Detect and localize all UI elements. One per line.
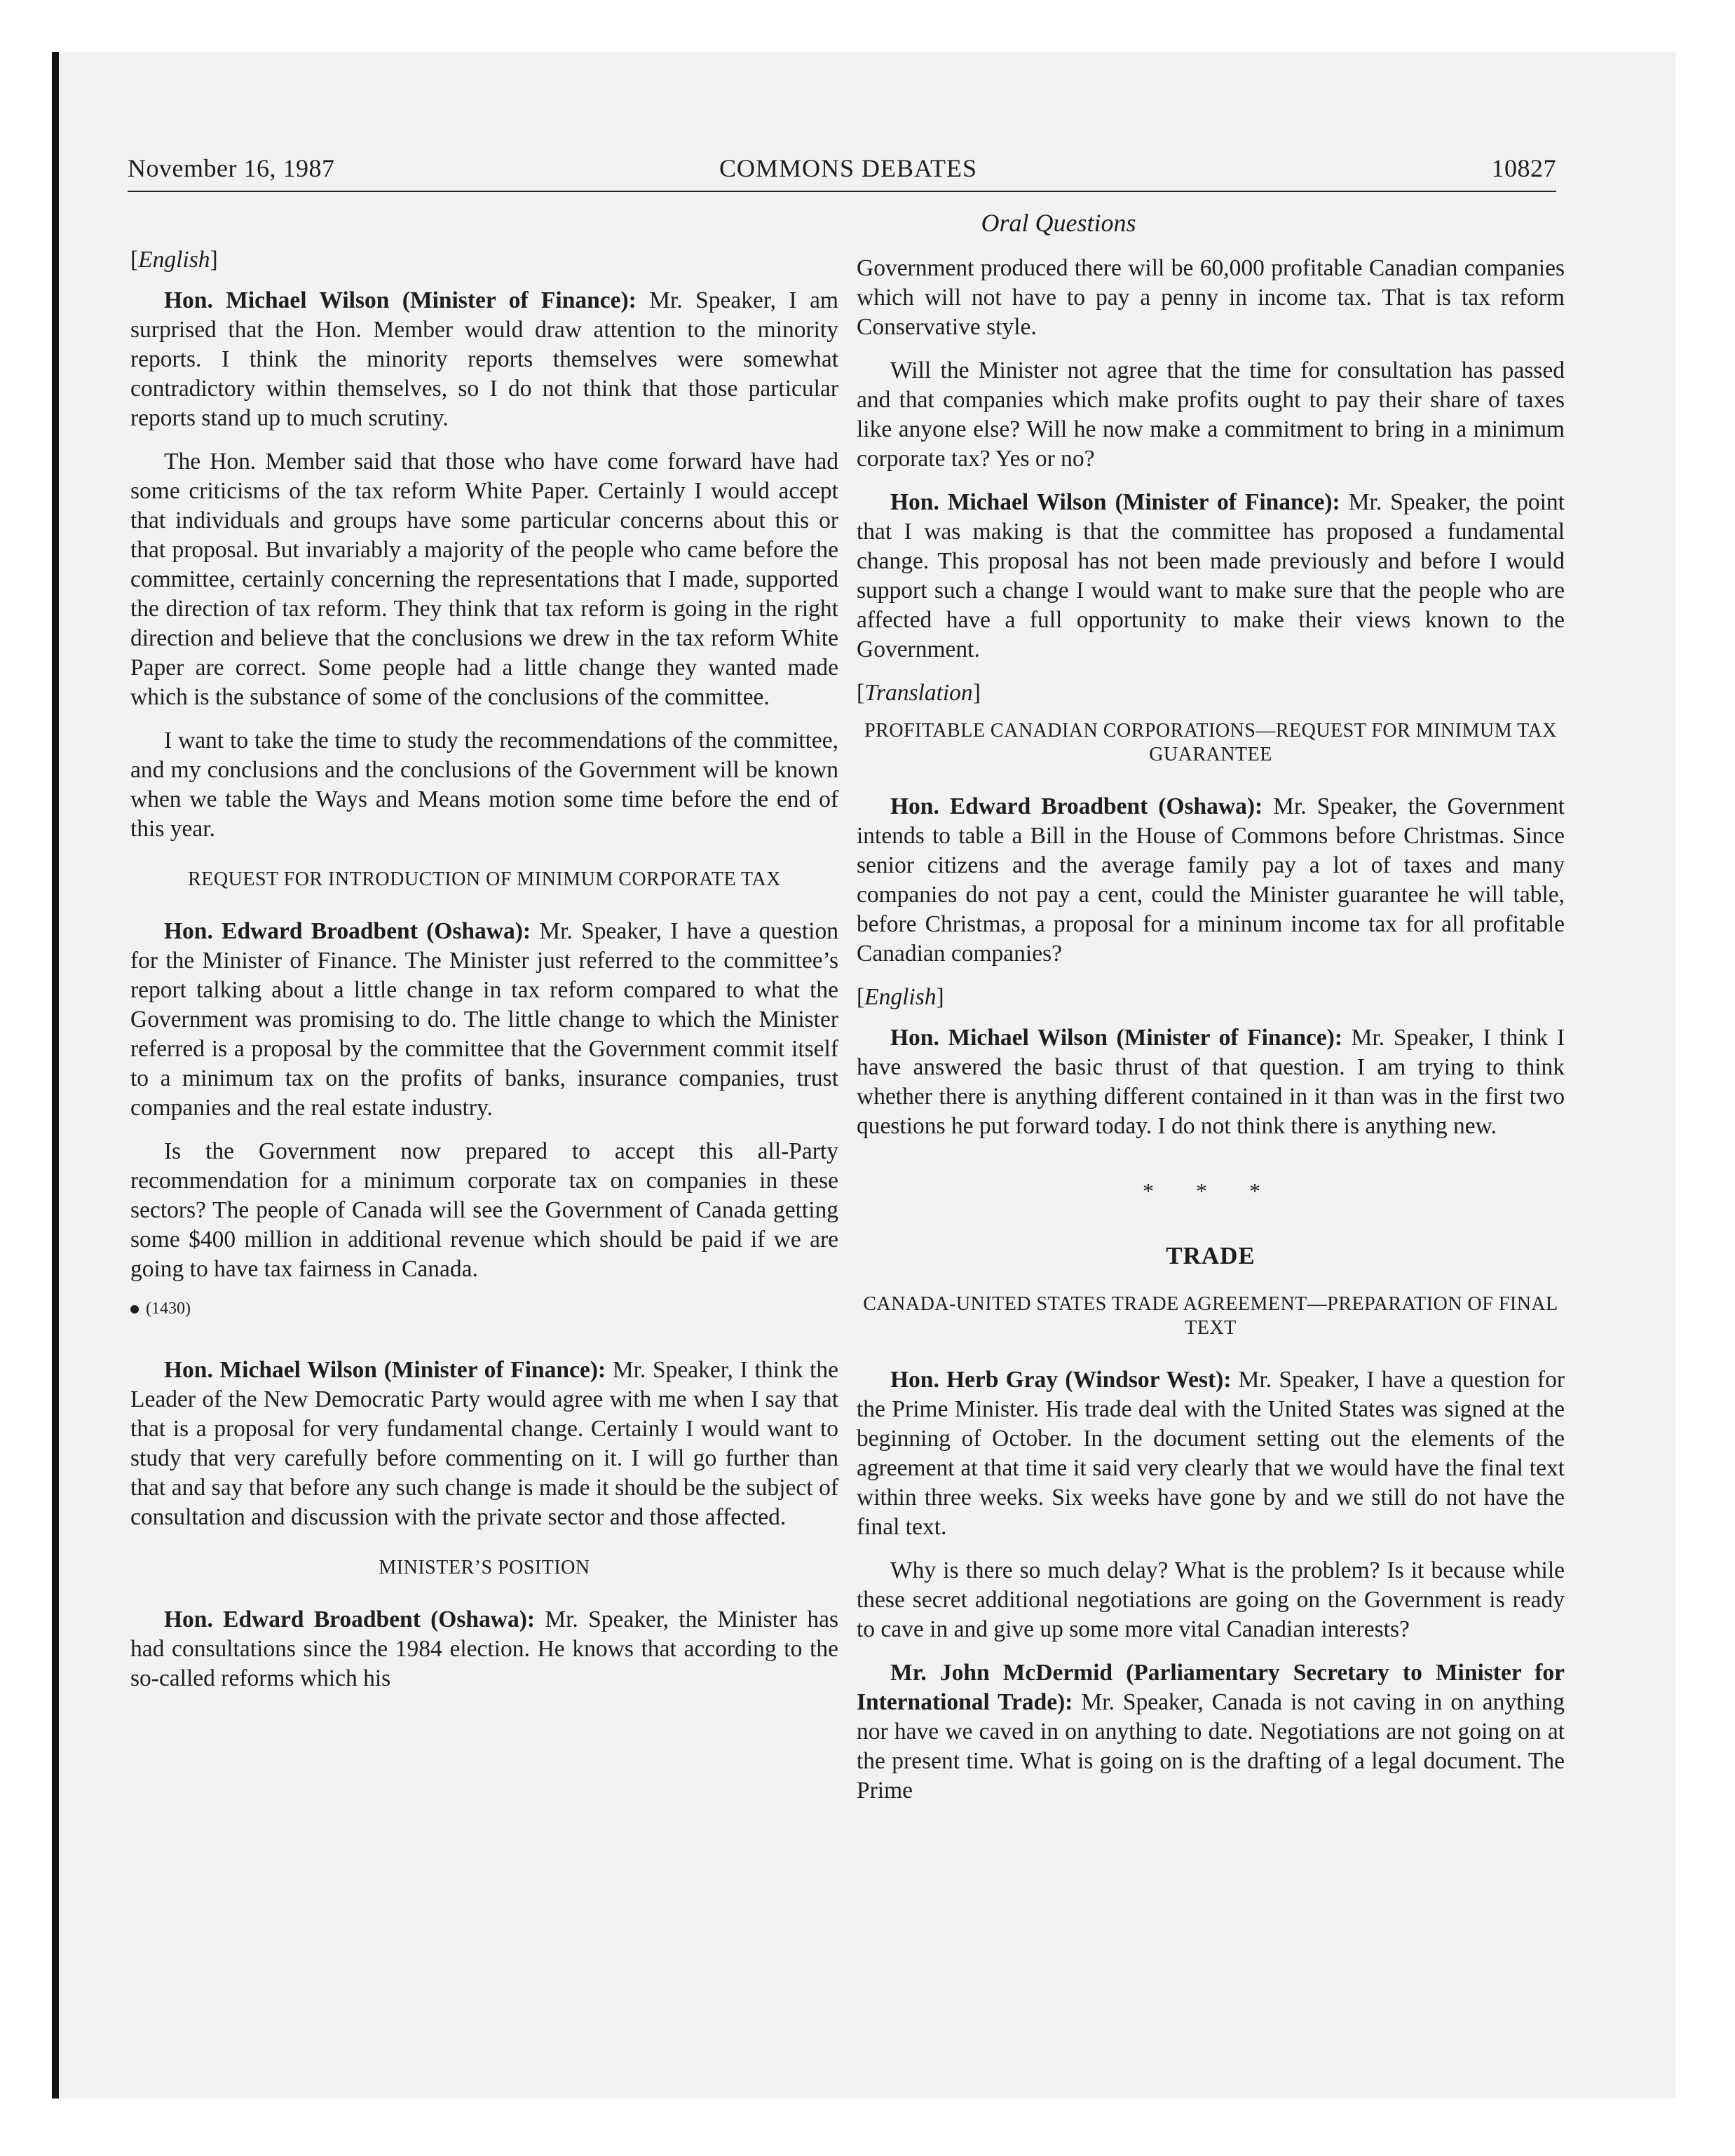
- paragraph: Hon. Michael Wilson (Minister of Finance): Mr. Speaker, I think the Leader of the New Democratic Party would agree with me when I say that that is a proposal for very fundamental change. Certainly I would want to study that very carefully before commenting on it. I will go further than that and say that before any such change is made it should be the subject of consultation and discussion with the private sector and those affected.: [130, 1357, 839, 1530]
- language-marker: [English]: [857, 984, 944, 1010]
- scan-edge: [52, 52, 59, 2099]
- section-subheader: Oral Questions: [981, 209, 1136, 237]
- paragraph: Is the Government now prepared to accept this all-Party recommendation for a minimum corporate tax on companies in these sectors? The people of Canada will see the Government of Canada getting some $400 million in additional revenue which should be paid if we are going to have tax fairness in Canada.: [130, 1138, 838, 1282]
- subject-heading: REQUEST FOR INTRODUCTION OF MINIMUM CORPORATE TAX: [188, 868, 781, 890]
- subject-heading: MINISTER’S POSITION: [379, 1557, 590, 1578]
- paragraph: Mr. John McDermid (Parliamentary Secretary to Minister for International Trade): Mr. Speaker, Canada is not caving in on anything nor have we caved in on anything to date. Negotiations are not going on at the present time. What is going on is the drafting of a legal document. The Prime: [857, 1660, 1565, 1803]
- time-marker: (1430): [130, 1298, 838, 1319]
- paragraph: Hon. Michael Wilson (Minister of Finance): Mr. Speaker, I think I have answered the basic thrust of that question. I am trying to think whether there is anything different contained in it than was in the first two questions he put forward today. I do not think there is anything new.: [857, 1025, 1565, 1139]
- speaker-name: Hon. Michael Wilson (Minister of Finance):: [890, 1025, 1342, 1051]
- subject-heading: PROFITABLE CANADIAN CORPORATIONS—REQUEST FOR MINIMUM TAX GUARANTEE: [864, 720, 1557, 765]
- paragraph: Hon. Herb Gray (Windsor West): Mr. Speaker, I have a question for the Prime Minister. His trade deal with the United States was signed at the beginning of October. In the document setting out the elements of the agreement at that time it said very clearly that we would have the final text within three weeks. Six weeks have gone by and we still do not have the final text.: [857, 1367, 1565, 1540]
- speaker-name: Hon. Herb Gray (Windsor West):: [890, 1367, 1232, 1393]
- left-column: [130, 245, 838, 1707]
- paragraph: Will the Minister not agree that the time for consultation has passed and that companies which make profits ought to pay their share of taxes like anyone else? Will he now make a commitment to bring in a minimum corporate tax? Yes or no?: [857, 357, 1565, 472]
- speaker-name: Hon. Edward Broadbent (Oshawa):: [164, 918, 531, 944]
- paragraph: Hon. Edward Broadbent (Oshawa): Mr. Speaker, the Government intends to table a Bill in the House of Commons before Christmas. Since senior citizens and the average family pay a lot of taxes and many companies do not pay a cent, could the Minister guarantee he will table, before Christmas, a proposal for a mininum income tax for all profitable Canadian companies?: [857, 793, 1565, 967]
- header-page-number: 10827: [1491, 154, 1556, 182]
- paragraph: Hon. Michael Wilson (Minister of Finance): Mr. Speaker, I am surprised that the Hon. Member would draw attention to the minority reports. I think the minority reports themselves were somewhat contradictory within themselves, so I do not think that those particular reports stand up to much scrutiny.: [130, 287, 838, 431]
- subject-heading: CANADA-UNITED STATES TRADE AGREEMENT—PREPARATION OF FINAL TEXT: [863, 1293, 1558, 1339]
- paragraph: Hon. Michael Wilson (Minister of Finance): Mr. Speaker, the point that I was making is that the committee has proposed a fundamental change. This proposal has not been made previously and before I would support such a change I would want to make sure that the people who are affected have a full opportunity to make their views known to the Government.: [857, 489, 1565, 662]
- paragraph: Government produced there will be 60,000 profitable Canadian companies which will not have to pay a penny in income tax. That is tax reform Conservative style.: [857, 255, 1565, 340]
- bullet-icon: [130, 1305, 139, 1314]
- speaker-name: Mr. John McDermid (Parliamentary Secretary to Minister for International Trade):: [857, 1660, 1565, 1715]
- paragraph: I want to take the time to study the recommendations of the committee, and my conclusions and the conclusions of the Government will be known when we table the Ways and Means motion some time before the end of this year.: [130, 728, 838, 842]
- paragraph: Why is there so much delay? What is the problem? Is it because while these secret additional negotiations are going on the Government is ready to cave in and give up some more vital Canadian interests?: [857, 1557, 1565, 1642]
- right-column: [857, 254, 1565, 1820]
- section-title: TRADE: [1166, 1242, 1256, 1269]
- speaker-name: Hon. Michael Wilson (Minister of Finance):: [164, 287, 637, 313]
- header-date: November 16, 1987: [128, 154, 335, 182]
- speaker-name: Hon. Edward Broadbent (Oshawa):: [890, 793, 1263, 819]
- paragraph: The Hon. Member said that those who have come forward have had some criticisms of the tax reform White Paper. Certainly I would accept that individuals and groups have some particular concerns about this or that proposal. But invariably a majority of the people who came before the committee, certainly concerning the representations that I made, supported the direction of tax reform. They think that tax reform is going in the right direction and believe that the conclusions we drew in the tax reform White Paper are correct. Some people had a little change they wanted made which is the substance of some of the conclusions of the committee.: [130, 449, 838, 710]
- section-separator: * * *: [1143, 1178, 1279, 1203]
- language-marker: [English]: [130, 247, 218, 273]
- header-rule: [128, 191, 1556, 192]
- speaker-name: Hon. Michael Wilson (Minister of Finance):: [890, 489, 1340, 515]
- paragraph: Hon. Edward Broadbent (Oshawa): Mr. Speaker, the Minister has had consultations since the 1984 election. He knows that according to the so-called reforms which his: [130, 1606, 838, 1691]
- language-marker: [Translation]: [857, 680, 981, 706]
- header-title: COMMONS DEBATES: [719, 154, 978, 182]
- speaker-name: Hon. Edward Broadbent (Oshawa):: [164, 1606, 536, 1632]
- paragraph: Hon. Edward Broadbent (Oshawa): Mr. Speaker, I have a question for the Minister of Finance. The Minister just referred to the committee’s report talking about a little change in tax reform compared to what the Government was promising to do. The little change to which the Minister referred is a proposal by the committee that the Government commit itself to a minimum tax on the profits of banks, insurance companies, trust companies and the real estate industry.: [130, 918, 838, 1121]
- speaker-name: Hon. Michael Wilson (Minister of Finance):: [164, 1357, 606, 1383]
